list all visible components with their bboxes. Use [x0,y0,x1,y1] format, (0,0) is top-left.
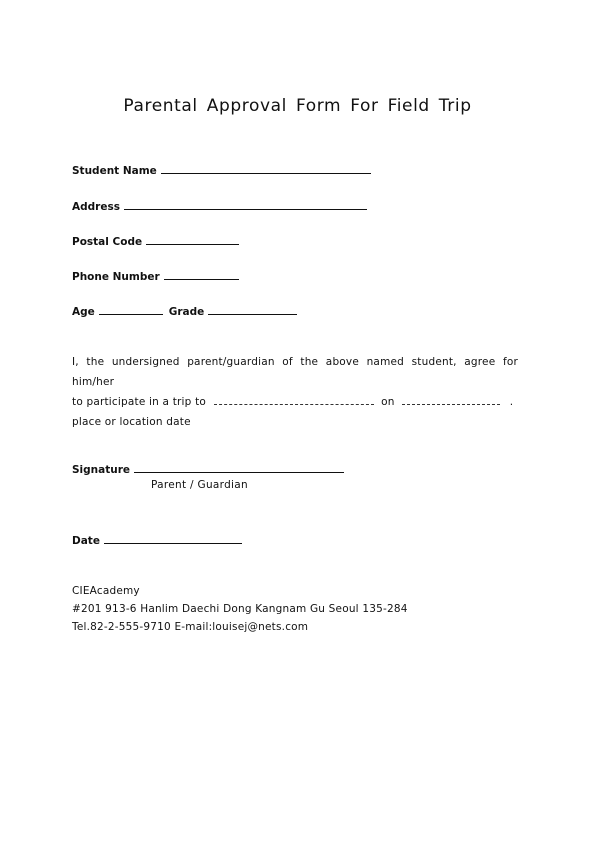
phone-number-field [72,268,239,283]
trip-place-blank[interactable] [214,394,374,405]
grade-line[interactable] [208,303,297,315]
footer-contact-line: Tel.82-2-555-9710 E-mail:louisej@nets.com [72,621,309,633]
statement-on-text: on [381,396,395,408]
page-title: Parental Approval Form For Field Trip [123,96,472,116]
phone-number-line[interactable] [164,268,239,280]
phone-number-label: Phone Number [72,271,160,283]
signature-caption: Parent / Guardian [151,479,248,491]
statement-line-3: place or location date [72,416,191,428]
age-line[interactable] [99,303,163,315]
student-name-field [72,162,371,177]
footer-contact [72,582,408,636]
postal-code-line[interactable] [146,233,239,245]
age-label: Age [72,306,95,318]
date-label: Date [72,535,100,547]
statement-period: . [509,396,514,408]
address-line[interactable] [124,198,367,210]
postal-code-label: Postal Code [72,236,143,248]
consent-statement [72,352,518,432]
footer-org: CIEAcademy [72,585,140,597]
trip-date-blank[interactable] [402,394,500,405]
grade-label: Grade [168,306,205,318]
age-grade-field [72,303,297,318]
statement-line-2 [72,392,518,412]
statement-trip-text: to participate in a trip to [72,396,207,408]
signature-label: Signature [72,464,131,476]
address-field [72,198,367,213]
footer-address: #201 913-6 Hanlim Daechi Dong Kangnam Gu Seoul 135-284 [72,603,408,615]
student-name-line[interactable] [161,162,371,174]
signature-field [72,461,344,476]
date-line[interactable] [104,532,242,544]
signature-line[interactable] [134,461,344,473]
statement-line-1: I, the undersigned parent/guardian of the above named student, agree for him/her [72,356,518,388]
address-label: Address [72,201,120,213]
postal-code-field [72,233,239,248]
date-field [72,532,242,547]
student-name-label: Student Name [72,165,157,177]
